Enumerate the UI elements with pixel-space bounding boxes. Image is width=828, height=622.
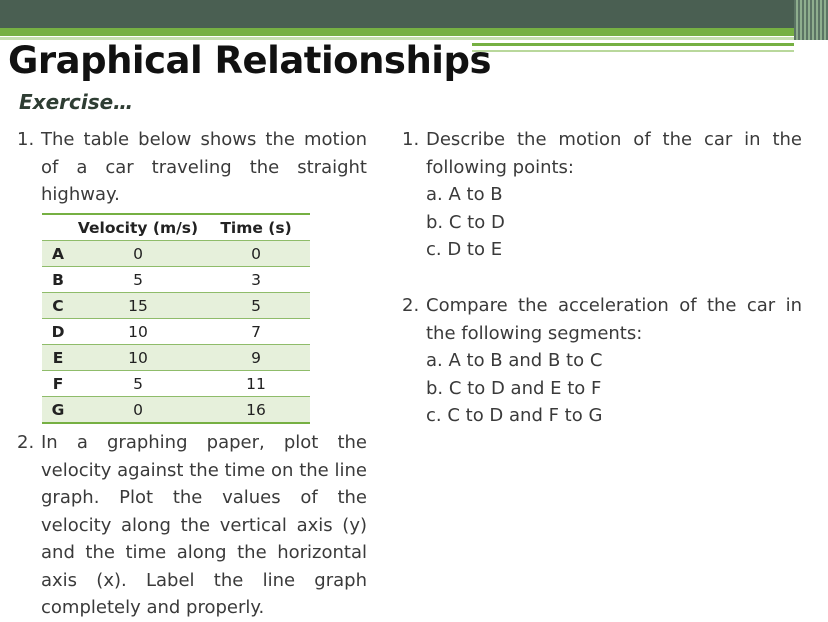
row-label: E — [42, 345, 74, 371]
accent-band — [0, 28, 794, 36]
header-bar — [0, 0, 828, 28]
time-cell: 16 — [202, 397, 310, 424]
header-stripes — [794, 0, 828, 40]
sub-item: b. C to D and E to F — [426, 377, 602, 399]
left-item-1 — [17, 126, 367, 209]
time-cell: 5 — [202, 293, 310, 319]
left-item-2 — [17, 429, 367, 622]
item-text: The table below shows the motion of a car traveling the straight highway. — [41, 129, 367, 205]
item-number: 2. — [402, 295, 420, 316]
item-number: 1. — [402, 129, 420, 150]
velocity-cell: 10 — [74, 319, 202, 345]
row-label: B — [42, 267, 74, 293]
item-text: In a graphing paper, plot the velocity against the time on the line graph. Plot the values of the velocity along the vertical axis (y) and the time along the horizontal axis (x). Label the line graph completely and properly. — [41, 432, 367, 618]
row-label: A — [42, 241, 74, 267]
row-label: C — [42, 293, 74, 319]
velocity-cell: 10 — [74, 345, 202, 371]
slide-subtitle: Exercise… — [19, 90, 134, 114]
time-cell: 0 — [202, 241, 310, 267]
table-header-row — [42, 214, 310, 241]
sub-item: c. C to D and F to G — [426, 405, 603, 426]
title-rule-secondary — [472, 50, 794, 52]
table-header-velocity: Velocity (m/s) — [74, 214, 202, 241]
time-cell: 9 — [202, 345, 310, 371]
time-cell: 7 — [202, 319, 310, 345]
time-cell: 3 — [202, 267, 310, 293]
velocity-cell: 0 — [74, 397, 202, 424]
item-text: Describe the motion of the car in the following points: — [426, 129, 802, 178]
sub-item: c. D to E — [426, 239, 503, 260]
table-row — [42, 241, 310, 267]
motion-table — [42, 213, 310, 424]
sub-item: a. A to B and B to C — [426, 350, 603, 371]
table-row — [42, 267, 310, 293]
right-item-2 — [402, 292, 802, 430]
item-number: 2. — [17, 432, 35, 453]
table-row — [42, 293, 310, 319]
item-text: Compare the acceleration of the car in the following segments: — [426, 295, 802, 344]
slide-title: Graphical Relationships — [8, 39, 491, 82]
sub-item: a. A to B — [426, 184, 503, 205]
velocity-cell: 5 — [74, 371, 202, 397]
table-row — [42, 345, 310, 371]
item-number: 1. — [17, 129, 35, 150]
table-row — [42, 397, 310, 424]
sub-item: b. C to D — [426, 211, 505, 233]
velocity-cell: 5 — [74, 267, 202, 293]
velocity-cell: 15 — [74, 293, 202, 319]
right-item-1 — [402, 126, 802, 264]
table-header-label — [42, 214, 74, 241]
time-cell: 11 — [202, 371, 310, 397]
row-label: F — [42, 371, 74, 397]
row-label: G — [42, 397, 74, 424]
table-header-time: Time (s) — [202, 214, 310, 241]
table-row — [42, 371, 310, 397]
title-rule — [472, 43, 794, 46]
row-label: D — [42, 319, 74, 345]
table-row — [42, 319, 310, 345]
velocity-cell: 0 — [74, 241, 202, 267]
